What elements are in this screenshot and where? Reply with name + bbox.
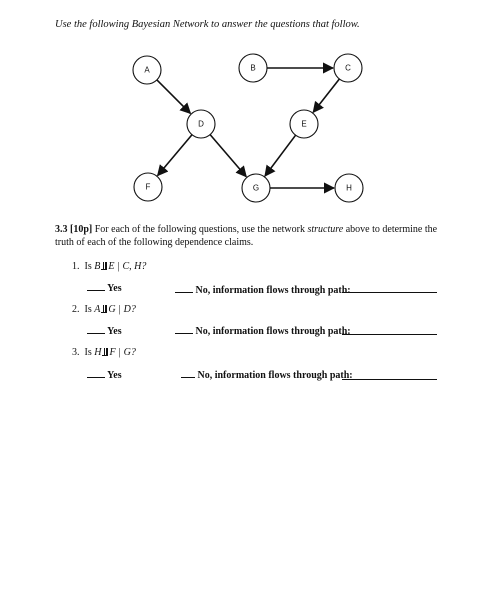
node-e-label: E	[301, 119, 307, 129]
node-h	[335, 174, 363, 202]
node-d	[187, 110, 215, 138]
question-2-yes-option[interactable]	[87, 324, 122, 337]
question-1-yes-blank[interactable]	[87, 281, 105, 291]
section-text-before: For each of the following questions, use the network	[94, 224, 305, 235]
question-2-given: D?	[123, 304, 136, 315]
section-number: 3.3	[55, 224, 68, 235]
question-1-left: B	[94, 261, 101, 272]
question-3-right: F	[109, 347, 116, 358]
question-2-prefix: Is	[84, 304, 92, 315]
node-c	[334, 54, 362, 82]
question-1-yes-option[interactable]	[87, 281, 122, 294]
node-b	[239, 54, 267, 82]
question-3-number: 3.	[72, 347, 80, 358]
question-1-path-blank[interactable]	[342, 292, 437, 293]
question-1-given: C, H?	[122, 261, 147, 272]
bayesian-network-diagram	[0, 0, 500, 215]
question-3: 3. Is H F | G?	[72, 347, 136, 358]
node-g-label: G	[252, 183, 260, 193]
question-1-number: 1.	[72, 261, 80, 272]
question-1-yes-label: Yes	[107, 283, 122, 294]
question-2-yes-blank[interactable]	[87, 324, 105, 334]
question-1-no-blank[interactable]	[175, 283, 193, 293]
edge-c-e	[313, 79, 339, 112]
question-1-prefix: Is	[84, 261, 92, 272]
question-3-yes-blank[interactable]	[87, 368, 105, 378]
question-1-no-label: No, information flows through path:	[195, 285, 351, 296]
question-3-prefix: Is	[84, 347, 92, 358]
question-2-no-option[interactable]	[175, 324, 351, 337]
section-text-emph: structure	[307, 224, 344, 235]
question-2-path-blank[interactable]	[342, 334, 437, 335]
edge-d-f	[158, 135, 192, 176]
question-2-number: 2.	[72, 304, 80, 315]
edge-d-g	[210, 135, 246, 177]
node-e	[290, 110, 318, 138]
question-3-yes-label: Yes	[107, 370, 122, 381]
question-2-right: G	[108, 304, 116, 315]
question-1: 1. Is B E | C, H?	[72, 261, 147, 272]
question-3-given: G?	[123, 347, 136, 358]
node-c-label: C	[345, 63, 351, 73]
question-2-no-blank[interactable]	[175, 324, 193, 334]
question-3-path-blank[interactable]	[342, 379, 437, 380]
question-2: 2. Is A G | D?	[72, 304, 136, 315]
question-1-no-option[interactable]	[175, 283, 351, 296]
question-1-right: E	[108, 261, 115, 272]
section-points: [10p]	[70, 224, 93, 235]
node-h-label: H	[346, 183, 352, 193]
node-f	[134, 173, 162, 201]
question-2-no-label: No, information flows through path:	[195, 326, 351, 337]
section-text-after: above to determine the truth of each of the following dependence claims.	[55, 224, 438, 248]
intro-instruction: Use the following Bayesian Network to answer the questions that follow.	[55, 19, 360, 30]
node-f-label: F	[145, 182, 151, 192]
question-3-left: H	[94, 347, 102, 358]
node-a	[133, 56, 161, 84]
question-3-yes-option[interactable]	[87, 368, 122, 381]
node-a-label: A	[144, 65, 150, 75]
node-g	[242, 174, 270, 202]
question-2-left: A	[94, 304, 101, 315]
question-3-no-label: No, information flows through path:	[197, 370, 353, 381]
question-3-no-option[interactable]	[181, 368, 353, 381]
edge-e-g	[265, 135, 296, 176]
question-section	[55, 223, 440, 249]
question-2-yes-label: Yes	[107, 326, 122, 337]
question-3-no-blank[interactable]	[181, 368, 195, 378]
node-b-label: B	[250, 63, 256, 73]
node-d-label: D	[198, 119, 204, 129]
edge-a-d	[157, 80, 190, 113]
